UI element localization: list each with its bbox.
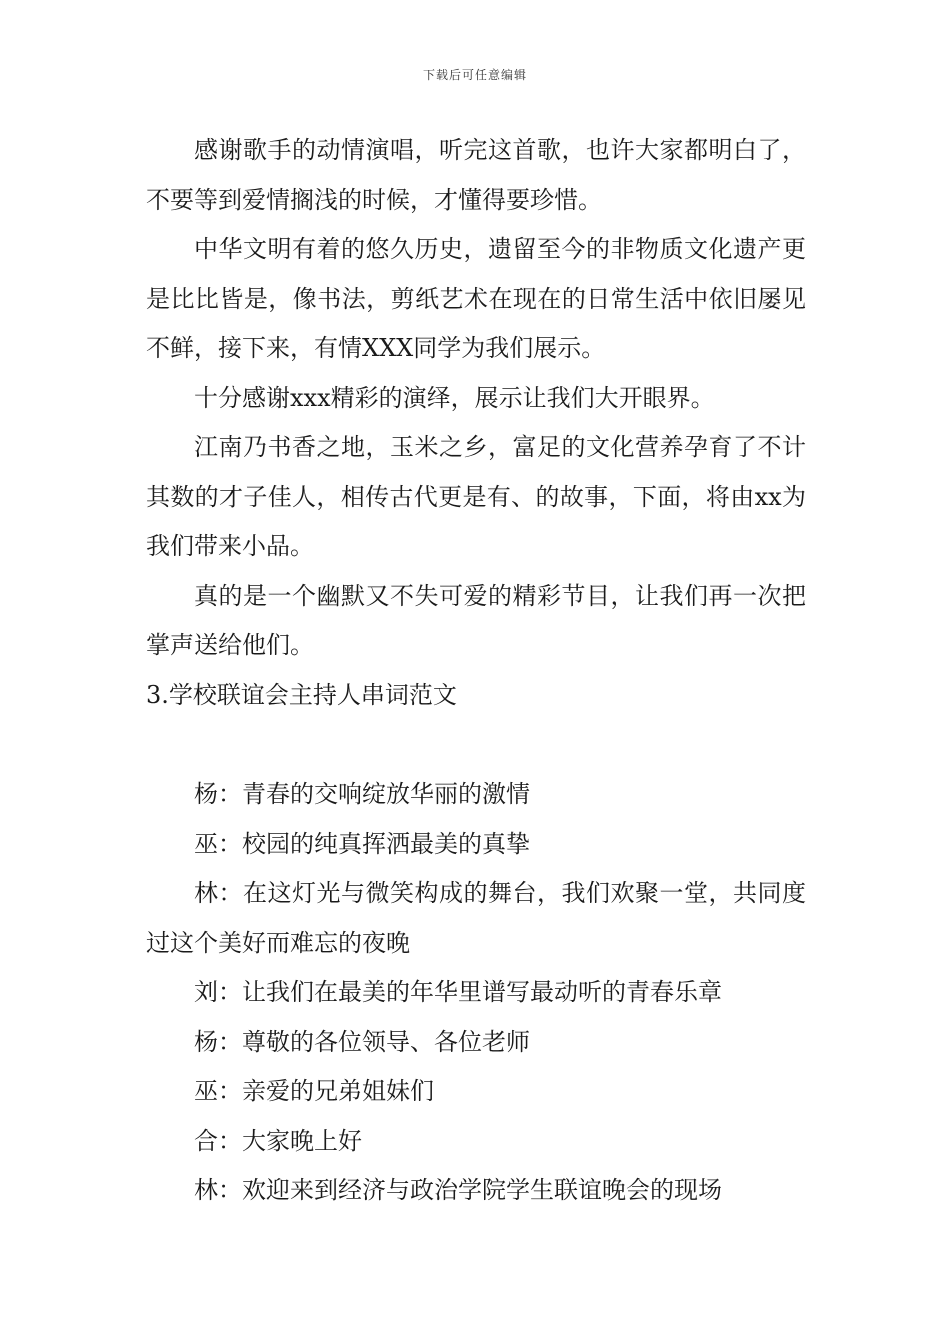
section-heading: 3.学校联谊会主持人串词范文 <box>146 680 457 709</box>
dialogue-line: 林：欢迎来到经济与政治学院学生联谊晚会的现场 <box>194 1176 722 1204</box>
paragraph: 真的是一个幽默又不失可爱的精彩节目，让我们再一次把掌声送给他们。 <box>146 581 806 659</box>
dialogue-line: 林：在这灯光与微笑构成的舞台，我们欢聚一堂，共同度过这个美好而难忘的夜晚 <box>146 879 806 957</box>
paragraph: 江南乃书香之地，玉米之乡，富足的文化营养孕育了不计其数的才子佳人，相传古代更是有、的故事，下面，将由xx为我们带来小品。 <box>146 433 806 560</box>
dialogue-line: 巫：校园的纯真挥洒最美的真挚 <box>194 829 530 858</box>
paragraph: 感谢歌手的动情演唱，听完这首歌，也许大家都明白了，不要等到爱情搁浅的时候，才懂得要珍惜。 <box>146 136 806 214</box>
dialogue-line: 巫：亲爱的兄弟姐妹们 <box>194 1077 434 1105</box>
document-body <box>146 126 806 1216</box>
dialogue-line: 杨：青春的交响绽放华丽的激情 <box>194 780 530 808</box>
paragraph: 中华文明有着的悠久历史，遗留至今的非物质文化遗产更是比比皆是，像书法，剪纸艺术在现在的日常生活中依旧屡见不鲜，接下来，有情XXX同学为我们展示。 <box>146 235 806 362</box>
dialogue-line: 合：大家晚上好 <box>194 1126 362 1155</box>
blank-line <box>146 720 806 770</box>
paragraph: 十分感谢xxx精彩的演绎，展示让我们大开眼界。 <box>194 383 715 412</box>
dialogue-line: 刘：让我们在最美的年华里谱写最动听的青春乐章 <box>194 978 722 1006</box>
dialogue-line: 杨：尊敬的各位领导、各位老师 <box>194 1027 530 1056</box>
page-header: 下载后可任意编辑 <box>422 68 527 82</box>
